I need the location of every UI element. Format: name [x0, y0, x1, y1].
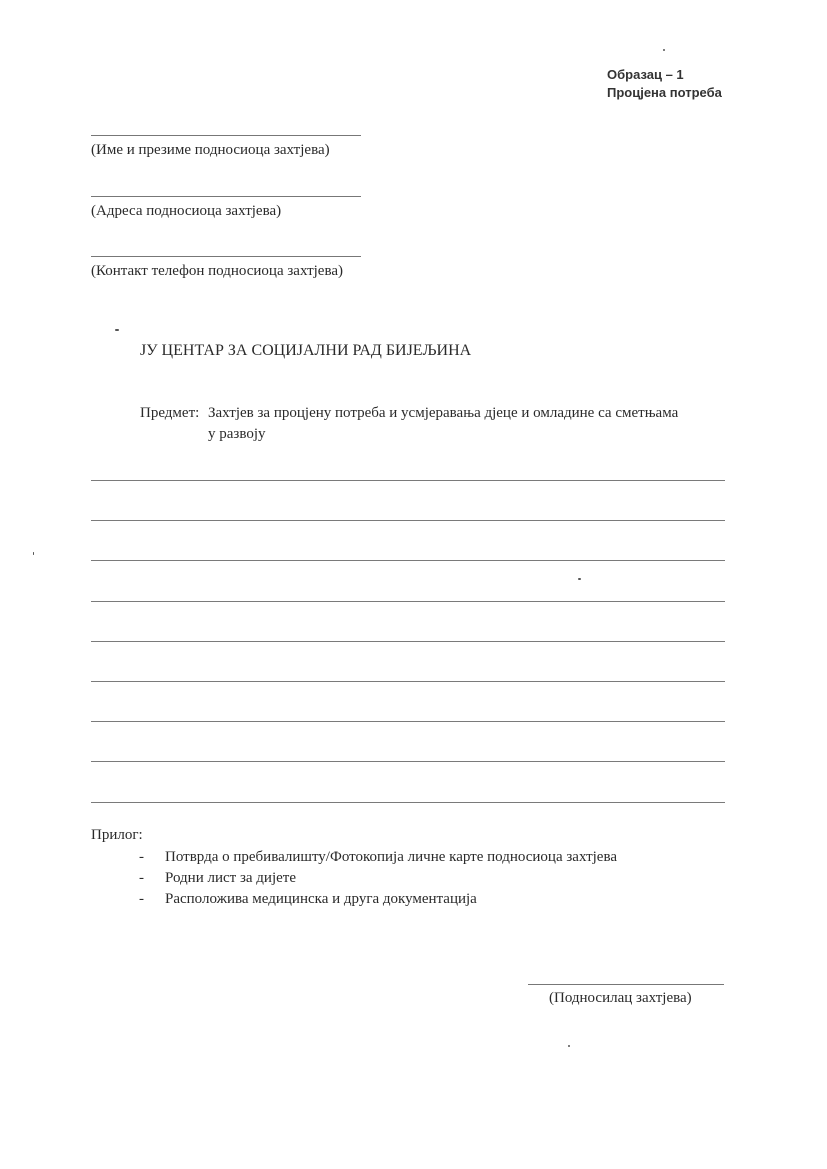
attachment-item: - Потврда о пребивалишту/Фотокопија личне карте подносиоца захтјева — [139, 849, 617, 865]
attachment-item-text: Потврда о пребивалишту/Фотокопија личне карте подносиоца захтјева — [165, 849, 617, 865]
attachment-item: - Расположива медицинска и друга документација — [139, 891, 477, 907]
recipient-institution: ЈУ ЦЕНТАР ЗА СОЦИЈАЛНИ РАД БИЈЕЉИНА — [140, 342, 472, 359]
scan-speck — [115, 329, 119, 331]
form-title: Процјена потреба — [607, 85, 722, 100]
scan-speck — [33, 552, 34, 555]
writing-line — [91, 601, 725, 602]
applicant-phone-line — [91, 256, 361, 257]
subject-text-line2: у развоју — [208, 426, 266, 442]
writing-line — [91, 681, 725, 682]
applicant-name-caption: (Име и презиме подносиоца захтјева) — [91, 142, 330, 158]
writing-line — [91, 560, 725, 561]
applicant-address-caption: (Адреса подносиоца захтјева) — [91, 203, 282, 219]
writing-line — [91, 802, 725, 803]
writing-line — [91, 721, 725, 722]
applicant-address-line — [91, 196, 361, 197]
attachments-list — [139, 847, 617, 910]
form-number: Образац – 1 — [607, 67, 684, 82]
applicant-name-line — [91, 135, 361, 136]
writing-line — [91, 480, 725, 481]
writing-line — [91, 520, 725, 521]
signature-line — [528, 984, 724, 985]
scan-speck — [663, 49, 665, 51]
attachments-heading: Прилог: — [91, 827, 143, 843]
attachment-item-text: Расположива медицинска и друга документација — [165, 891, 477, 907]
applicant-phone-caption: (Контакт телефон подносиоца захтјева) — [91, 263, 343, 279]
subject-text-line1: Захтјев за процјену потреба и усмјеравања дјеце и омладине са сметњама — [208, 405, 679, 421]
signature-caption: (Подносилац захтјева) — [549, 990, 692, 1006]
subject-label: Предмет: — [140, 405, 200, 421]
writing-line — [91, 761, 725, 762]
writing-line — [91, 641, 725, 642]
scan-speck — [568, 1045, 570, 1047]
attachment-item-text: Родни лист за дијете — [165, 870, 296, 886]
scan-speck — [578, 578, 581, 580]
attachment-item: - Родни лист за дијете — [139, 870, 296, 886]
